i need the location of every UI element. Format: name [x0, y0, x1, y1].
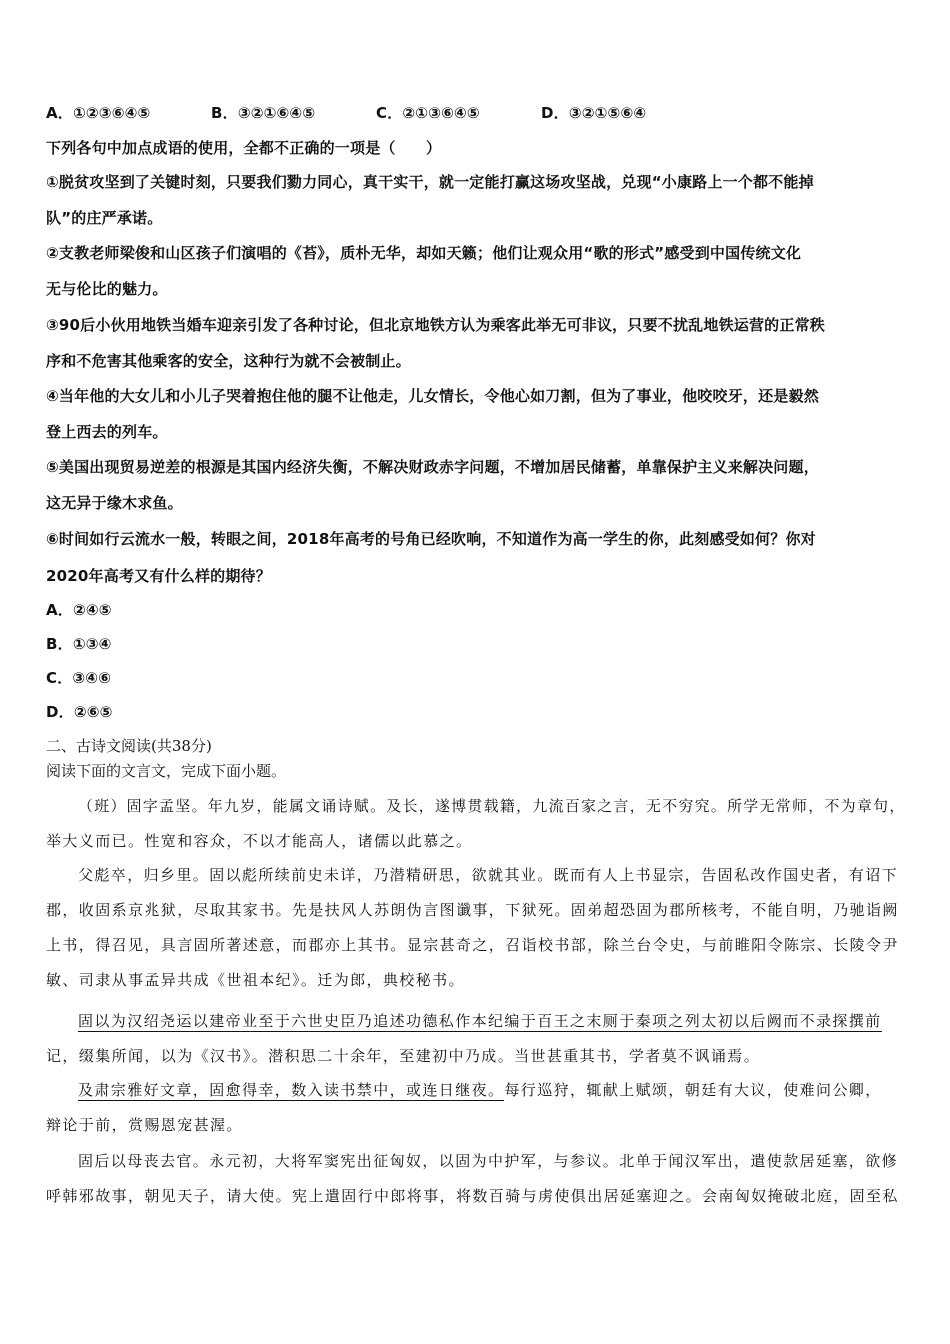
passage-p5-line-1: 固后以母丧去官。永元初，大将军窦宪出征匈奴，以固为中护军，与参议。北单于闻汉军出，遣使款居延塞，欲修	[78, 1152, 899, 1170]
passage-p1-line-2: 举大义而已。性宽和容众，不以才能高人，诸儒以此慕之。	[46, 832, 473, 850]
option-b: B．③②①⑥④⑤	[211, 104, 316, 122]
passage-p2-line-4: 敏、司隶从事孟异共成《世祖本纪》。迁为郎，典校秘书。	[46, 971, 465, 989]
passage-p4-line-2: 辩论于前，赏赐恩宠甚渥。	[46, 1116, 243, 1134]
passage-p5-line-2: 呼韩邪故事，朝见天子，请大使。宪上遣固行中郎将事，将数百骑与虏使俱出居延塞迎之。会南匈奴掩破北庭，固至私	[46, 1187, 899, 1205]
sentence-6-line-2: 2020年高考又有什么样的期待？	[46, 567, 271, 585]
option-c: C．②①③⑥④⑤	[376, 104, 480, 122]
passage-p2-line-1: 父彪卒，归乡里。固以彪所续前史未详，乃潜精研思，欲就其业。既而有人上书显宗，告固私改作国史者，有诏下	[78, 866, 899, 884]
sentence-1-line-1: ①脱贫攻坚到了关键时刻，只要我们勠力同心，真干实干，就一定能打赢这场攻坚战，兑现“小康路上一个都不能掉	[46, 173, 814, 191]
passage-p2-line-3: 上书，得召见，具言固所著述意，而郡亦上其书。显宗甚奇之，召诣校书部，除兰台令史，与前睢阳令陈宗、长陵令尹	[46, 936, 899, 954]
sentence-3-line-2: 序和不危害其他乘客的安全，这种行为就不会被制止。	[46, 352, 411, 370]
sentence-1-line-2: 队”的庄严承诺。	[46, 209, 163, 227]
sentence-4-line-1: ④当年他的大女儿和小儿子哭着抱住他的腿不让他走，儿女情长，令他心如刀割，但为了事业，他咬咬牙，还是毅然	[46, 387, 819, 405]
section-heading: 二、古诗文阅读(共38分)	[46, 737, 212, 755]
answer-option-d: D．②⑥⑤	[46, 703, 113, 721]
passage-p1-line-1: （班）固字孟坚。年九岁，能属文诵诗赋。及长，遂博贯载籍，九流百家之言，无不穷究。所学无常师，不为章句，	[78, 798, 906, 815]
passage-p3-line-1	[78, 1010, 882, 1031]
sentence-3-line-1: ③90后小伙用地铁当婚车迎亲引发了各种讨论，但北京地铁方认为乘客此举无可非议，只要不扰乱地铁运营的正常秩	[46, 316, 825, 334]
previous-question-options	[46, 102, 646, 123]
sentence-5-line-1: ⑤美国出现贸易逆差的根源是其国内经济失衡，不解决财政赤字问题，不增加居民储蓄，单靠保护主义来解决问题，	[46, 458, 819, 476]
sentence-2-line-2: 无与伦比的魅力。	[46, 280, 168, 298]
sentence-2-line-1: ②支教老师梁俊和山区孩子们演唱的《苔》，质朴无华，却如天籁；他们让观众用“歌的形式”感受到中国传统文化	[46, 244, 802, 262]
question-stem: 下列各句中加点成语的使用，全都不正确的一项是（ ）	[46, 139, 442, 157]
sentence-6-line-1: ⑥时间如行云流水一般，转眼之间，2018年高考的号角已经吹响，不知道作为高一学生的你，此刻感受如何？你对	[46, 530, 816, 548]
sentence-4-line-2: 登上西去的列车。	[46, 423, 168, 441]
underlined-translation-sentence: 及肃宗雅好文章，固愈得幸，数入读书禁中，或连日继夜。	[78, 1081, 505, 1099]
answer-option-b: B．①③④	[46, 635, 112, 653]
passage-p2-line-2: 郡，收固系京兆狱，尽取其家书。先是扶风人苏朗伪言图谶事，下狱死。固弟超恐固为郡所核考，不能自明，乃驰诣阙	[46, 901, 899, 919]
option-a: A．①②③⑥④⑤	[46, 104, 151, 122]
answer-option-c: C．③④⑥	[46, 669, 112, 687]
sentence-5-line-2: 这无异于缘木求鱼。	[46, 494, 183, 512]
section-intro: 阅读下面的文言文，完成下面小题。	[46, 762, 287, 780]
passage-p4-line-1-rest: 每行巡狩，辄献上赋颂，朝廷有大议，使难问公卿，	[504, 1081, 882, 1099]
passage-p3-line-2: 记，缀集所闻，以为《汉书》。潜积思二十余年，至建初中乃成。当世甚重其书，学者莫不讽诵焉。	[46, 1047, 761, 1065]
underlined-sentence: 固以为汉绍尧运以建帝业至于六世史臣乃追述功德私作本纪编于百王之末厕于秦项之列太初以后阙而不录探撰前	[78, 1012, 882, 1030]
option-d: D．③②①⑤⑥④	[541, 104, 647, 122]
passage-p4-line-1	[78, 1079, 882, 1100]
answer-option-a: A．②④⑤	[46, 601, 112, 619]
